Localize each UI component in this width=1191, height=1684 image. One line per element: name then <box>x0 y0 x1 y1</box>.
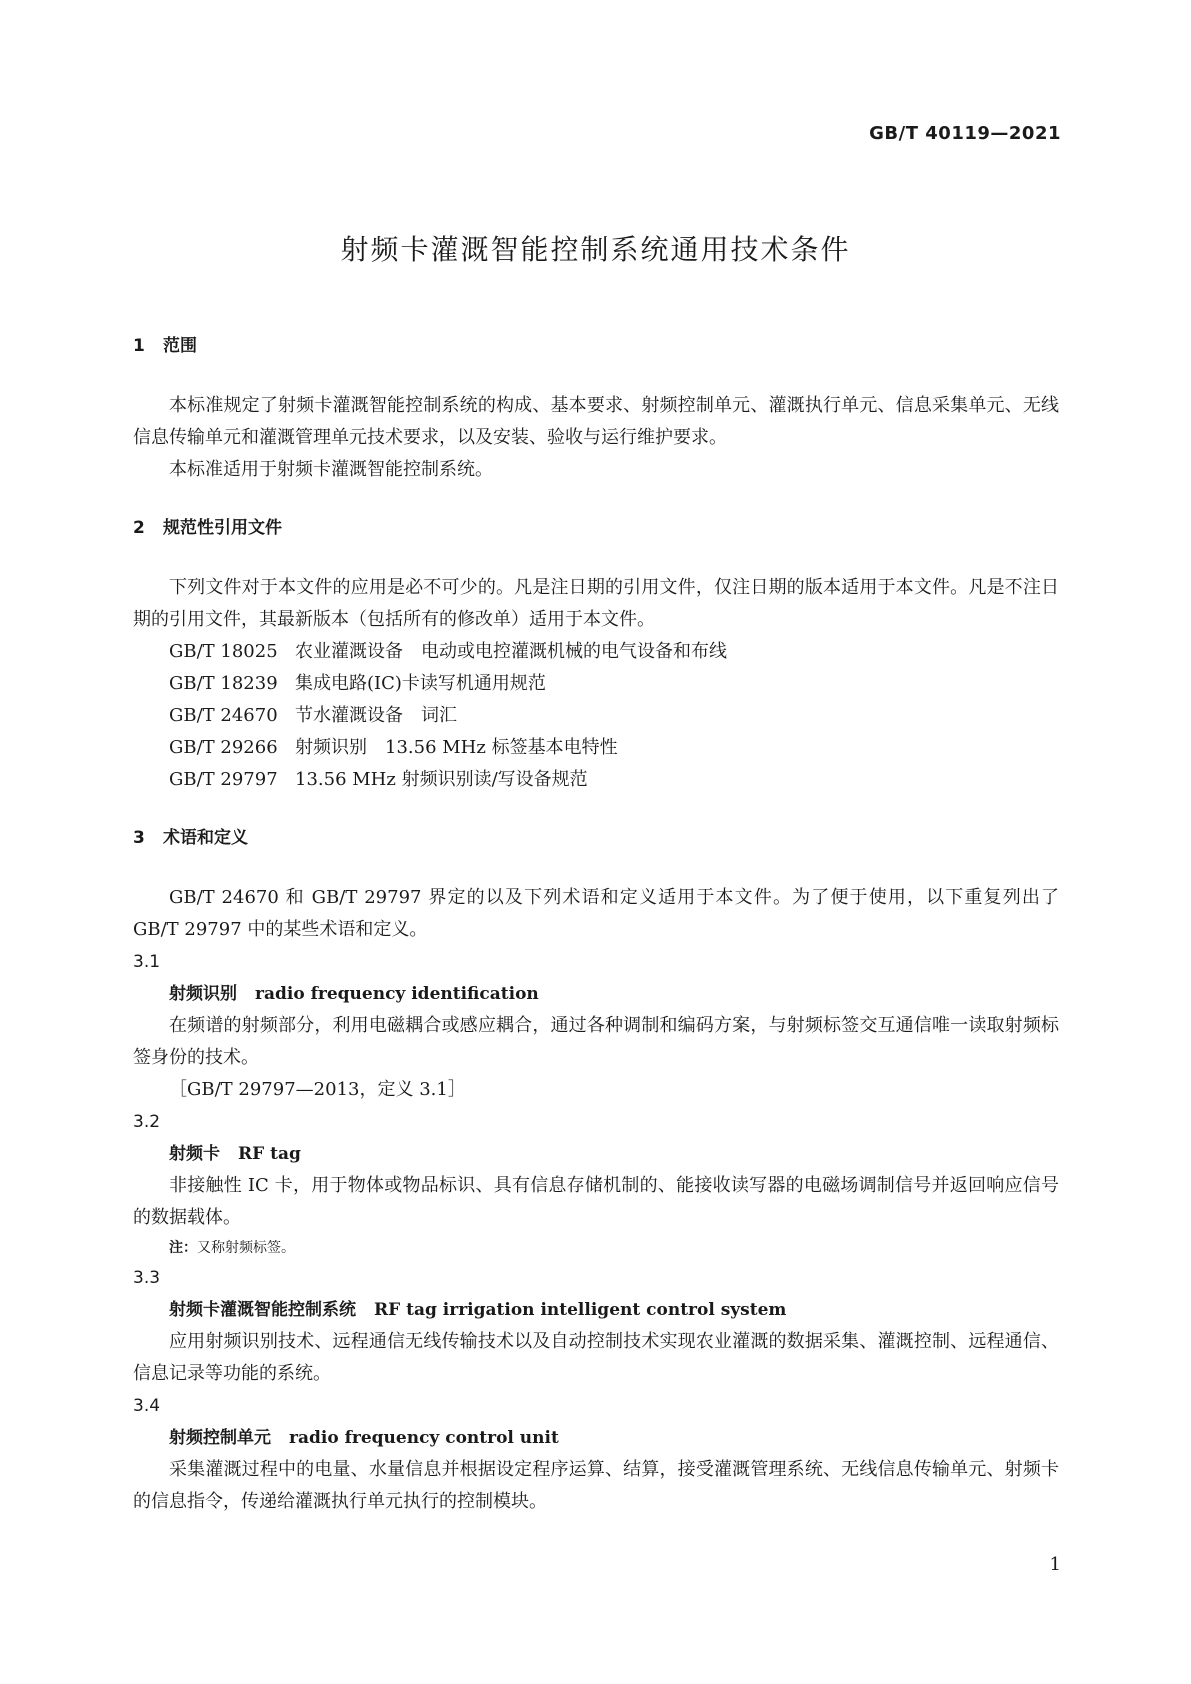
term-zh: 射频控制单元 <box>169 1428 271 1448</box>
reference-item <box>133 732 1059 764</box>
section-number: 2 <box>133 518 145 538</box>
reference-code: GB/T 29266 <box>169 737 278 758</box>
paragraph: 本标准适用于射频卡灌溉智能控制系统。 <box>169 459 493 480</box>
term-heading <box>133 1294 1059 1326</box>
term-number: 3.2 <box>133 1112 161 1132</box>
term-zh: 射频卡灌溉智能控制系统 <box>169 1300 356 1320</box>
section-number: 1 <box>133 336 145 356</box>
term-en: RF tag irrigation intelligent control system <box>374 1300 787 1320</box>
term-note <box>133 1234 1059 1262</box>
paragraph: GB/T 24670 和 GB/T 29797 界定的以及下列术语和定义适用于本文件。为了便于使用，以下重复列出了 GB/T 29797 中的某些术语和定义。 <box>133 887 1059 940</box>
section-number: 3 <box>133 828 145 848</box>
reference-title: 射频识别 13.56 MHz 标签基本电特性 <box>295 737 618 758</box>
section-1-heading <box>133 330 1059 362</box>
term-zh: 射频卡 <box>169 1144 220 1164</box>
reference-title: 节水灌溉设备 词汇 <box>295 705 457 726</box>
term-definition: 在频谱的射频部分，利用电磁耦合或感应耦合，通过各种调制和编码方案，与射频标签交互通信唯一读取射频标签身份的技术。 <box>133 1015 1059 1068</box>
term-definition: 采集灌溉过程中的电量、水量信息并根据设定程序运算、结算，接受灌溉管理系统、无线信息传输单元、射频卡的信息指令，传递给灌溉执行单元执行的控制模块。 <box>133 1459 1059 1512</box>
term-number: 3.3 <box>133 1268 161 1288</box>
document-title: 射频卡灌溉智能控制系统通用技术条件 <box>340 233 851 266</box>
section-3-heading <box>133 822 1059 854</box>
reference-title: 13.56 MHz 射频识别读/写设备规范 <box>295 769 588 790</box>
section-title: 术语和定义 <box>163 828 248 848</box>
reference-item <box>133 668 1059 700</box>
section-title: 规范性引用文件 <box>163 518 282 538</box>
term-number: 3.1 <box>133 952 161 972</box>
term-en: RF tag <box>238 1144 301 1164</box>
term-definition: 非接触性 IC 卡，用于物体或物品标识、具有信息存储机制的、能接收读写器的电磁场调制信号并返回响应信号的数据载体。 <box>133 1175 1059 1228</box>
reference-code: GB/T 29797 <box>169 769 278 790</box>
term-heading <box>133 978 1059 1010</box>
term-source: ［GB/T 29797—2013，定义 3.1］ <box>169 1079 466 1100</box>
term-en: radio frequency identification <box>255 984 539 1004</box>
reference-item <box>133 700 1059 732</box>
term-en: radio frequency control unit <box>289 1428 559 1448</box>
reference-title: 农业灌溉设备 电动或电控灌溉机械的电气设备和布线 <box>295 641 727 662</box>
paragraph: 下列文件对于本文件的应用是必不可少的。凡是注日期的引用文件，仅注日期的版本适用于本文件。凡是不注日期的引用文件，其最新版本（包括所有的修改单）适用于本文件。 <box>133 577 1059 630</box>
reference-code: GB/T 18025 <box>169 641 278 662</box>
page-number: 1 <box>1049 1554 1061 1575</box>
reference-item <box>133 764 1059 796</box>
reference-item <box>133 636 1059 668</box>
term-heading <box>133 1138 1059 1170</box>
reference-code: GB/T 24670 <box>169 705 278 726</box>
term-number: 3.4 <box>133 1396 161 1416</box>
reference-code: GB/T 18239 <box>169 673 278 694</box>
section-2-heading <box>133 512 1059 544</box>
paragraph: 本标准规定了射频卡灌溉智能控制系统的构成、基本要求、射频控制单元、灌溉执行单元、信息采集单元、无线信息传输单元和灌溉管理单元技术要求，以及安装、验收与运行维护要求。 <box>133 395 1059 448</box>
standard-code: GB/T 40119—2021 <box>869 123 1061 144</box>
section-title: 范围 <box>163 336 197 356</box>
term-zh: 射频识别 <box>169 984 237 1004</box>
note-text: 又称射频标签。 <box>197 1240 295 1256</box>
document-body <box>133 330 1059 1518</box>
reference-title: 集成电路(IC)卡读写机通用规范 <box>295 673 546 694</box>
term-definition: 应用射频识别技术、远程通信无线传输技术以及自动控制技术实现农业灌溉的数据采集、灌溉控制、远程通信、信息记录等功能的系统。 <box>133 1331 1059 1384</box>
note-label: 注： <box>169 1240 197 1256</box>
term-heading <box>133 1422 1059 1454</box>
